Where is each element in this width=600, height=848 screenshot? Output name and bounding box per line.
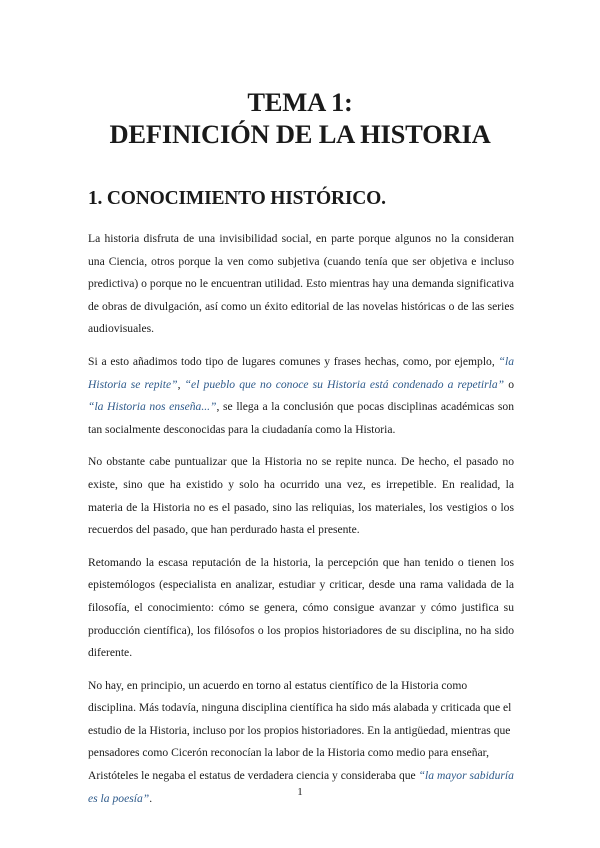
quote-poetry-wisdom: “la mayor sabiduría es la poesía” (88, 769, 514, 805)
section-heading: 1. CONOCIMIENTO HISTÓRICO. (88, 188, 386, 209)
paragraph-2 (88, 351, 514, 441)
page-title (0, 86, 600, 150)
paragraph-2-text-a: Si a esto añadimos todo tipo de lugares comunes y frases hechas, como, por ejemplo, (88, 354, 499, 368)
title-line-2: DEFINICIÓN DE LA HISTORIA (109, 119, 491, 149)
quote-history-teaches: “la Historia nos enseña...” (88, 400, 217, 414)
paragraph-4: Retomando la escasa reputación de la historia, la percepción que han tenido o tienen los epistemólogos (especialista en analizar, estudiar y criticar, desde una rama validada de la filosofía, el conocimiento: cómo se genera, cómo consigue avanzar y cómo justifica su producción científica), los filósofos o los propios historiadores de su disciplina, no ha sido diferente. (88, 555, 514, 660)
paragraph-5-text-b: . (149, 791, 153, 805)
body-text (88, 228, 514, 820)
paragraph-1: La historia disfruta de una invisibilidad social, en parte porque algunos no la consideran una Ciencia, otros porque la ven como subjetiva (cuando tenía que ser objetiva e incluso predictiva) o porque no le encuentran utilidad. Esto mientras hay una demanda significativa de obras de divulgación, así como un éxito editorial de las novelas históricas o de las series audiovisuales. (88, 232, 514, 336)
paragraph-2-text-d: , se llega a la conclusión que pocas disciplinas académicas son tan socialmente desconocidas para la ciudadanía como la Historia. (88, 400, 514, 436)
page-number: 1 (297, 786, 303, 798)
paragraph-3: No obstante cabe puntualizar que la Historia no se repite nunca. De hecho, el pasado no existe, sino que ha existido y solo ha ocurrido una vez, es irrepetible. En realidad, la materia de la Historia no es el pasado, sino las reliquias, los materiales, los vestigios o los recuerdos del pasado, que han perdurado hasta el presente. (88, 455, 514, 537)
paragraph-2-text-c: o (504, 377, 515, 391)
paragraph-5-text-a: No hay, en principio, un acuerdo en torno al estatus científico de la Historia como disciplina. Más todavía, ninguna disciplina científica ha sido más alabada y criticada que el estudio de la Historia, incluso por los propios historiadores. En la antigüedad, mientras que pensadores como Cicerón reconocían la labor de la Historia como medio para enseñar, Aristóteles le negaba el estatus de verdadera ciencia y consideraba que (88, 678, 512, 783)
quote-condemned-to-repeat: “el pueblo que no conoce su Historia está condenado a repetirla” (184, 377, 505, 391)
title-line-1: TEMA 1: (247, 87, 353, 117)
paragraph-2-text-b: , (177, 377, 185, 391)
quote-history-repeats: “la Historia se repite” (88, 354, 514, 391)
